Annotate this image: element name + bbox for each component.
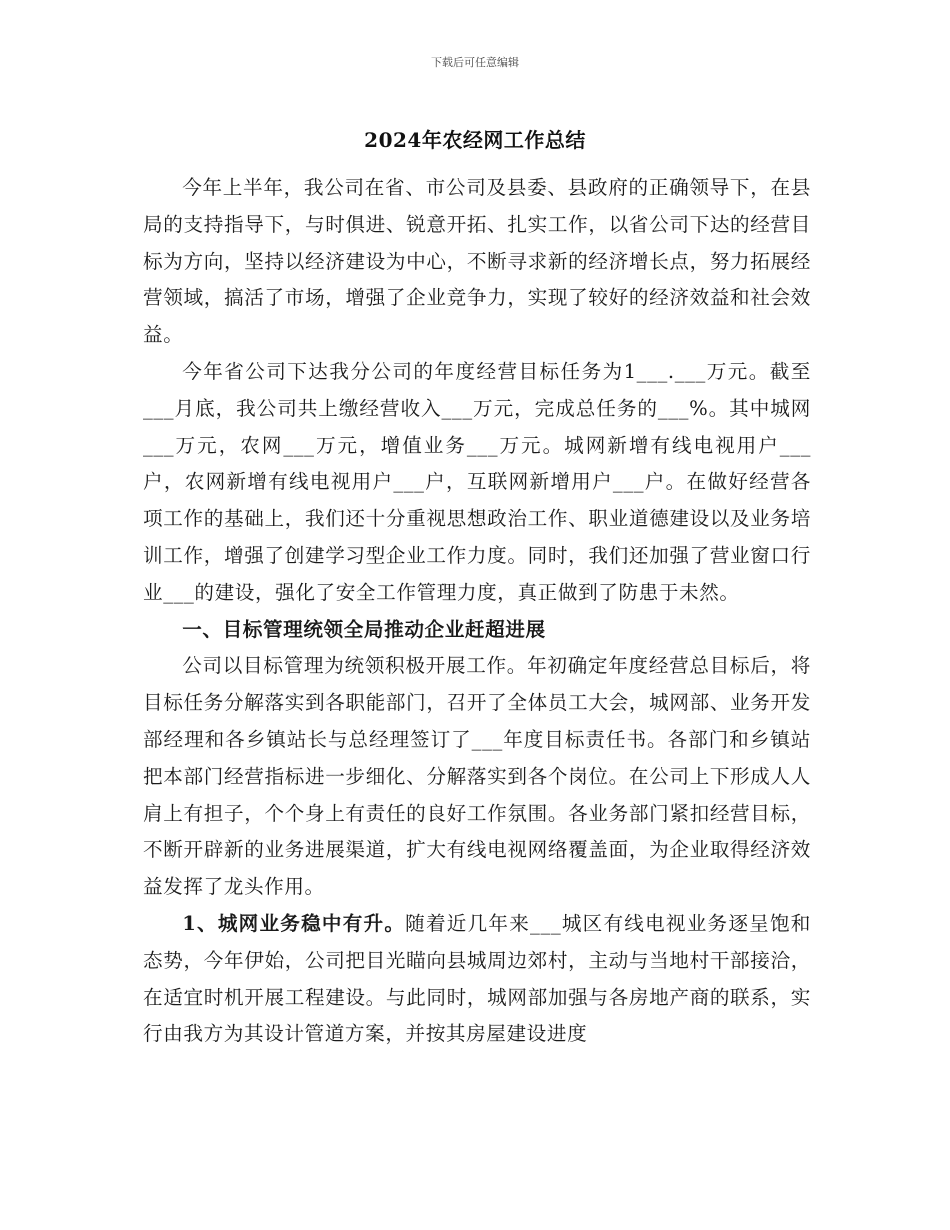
paragraph-targets: 今年省公司下达我分公司的年度经营目标任务为1___.___万元。截至___月底，我公司共上缴经营收入___万元，完成总任务的___%。其中城网___万元，农网___万元，增值业务___万元。城网新增有线电视用户___户，农网新增有线电视用户___户，互联网新增用户___户。在做好经营各项工作的基础上，我们还十分重视思想政治工作、职业道德建设以及业务培训工作，增强了创建学习型企业工作力度。同时，我们还加强了营业窗口行业___的建设，强化了安全工作管理力度，真正做到了防患于未然。 xyxy=(143,359,811,604)
paragraph-item-1 xyxy=(143,906,811,1053)
paragraph-intro: 今年上半年，我公司在省、市公司及县委、县政府的正确领导下，在县局的支持指导下，与时俱进、锐意开拓、扎实工作，以省公司下达的经营目标为方向，坚持以经济建设为中心，不断寻求新的经济增长点，努力拓展经营领域，搞活了市场，增强了企业竞争力，实现了较好的经济效益和社会效益。 xyxy=(143,176,811,347)
item-1-lead: 1、城网业务稳中有升。 xyxy=(182,911,406,935)
document-title: 2024年农经网工作总结 xyxy=(364,128,586,152)
section-heading: 一、目标管理统领全局推动企业赶超进展 xyxy=(182,617,546,641)
header-note: 下载后可任意编辑 xyxy=(431,56,519,69)
item-1-text: 随着近几年来___城区有线电视业务逐呈饱和态势，今年伊始，公司把目光瞄向县城周边郊村，主动与当地村干部接洽，在适宜时机开展工程建设。与此同时，城网部加强与各房地产商的联系，实行由我方为其设计管道方案，并按其房屋建设进度 xyxy=(143,911,811,1046)
document-body xyxy=(143,170,811,1053)
paragraph-target-management: 公司以目标管理为统领积极开展工作。年初确定年度经营总目标后，将目标任务分解落实到各职能部门，召开了全体员工大会，城网部、业务开发部经理和各乡镇站长与总经理签订了___年度目标责任书。各部门和乡镇站把本部门经营指标进一步细化、分解落实到各个岗位。在公司上下形成人人肩上有担子，个个身上有责任的良好工作氛围。各业务部门紧扣经营目标，不断开辟新的业务进展渠道，扩大有线电视网络覆盖面，为企业取得经济效益发挥了龙头作用。 xyxy=(143,654,811,899)
